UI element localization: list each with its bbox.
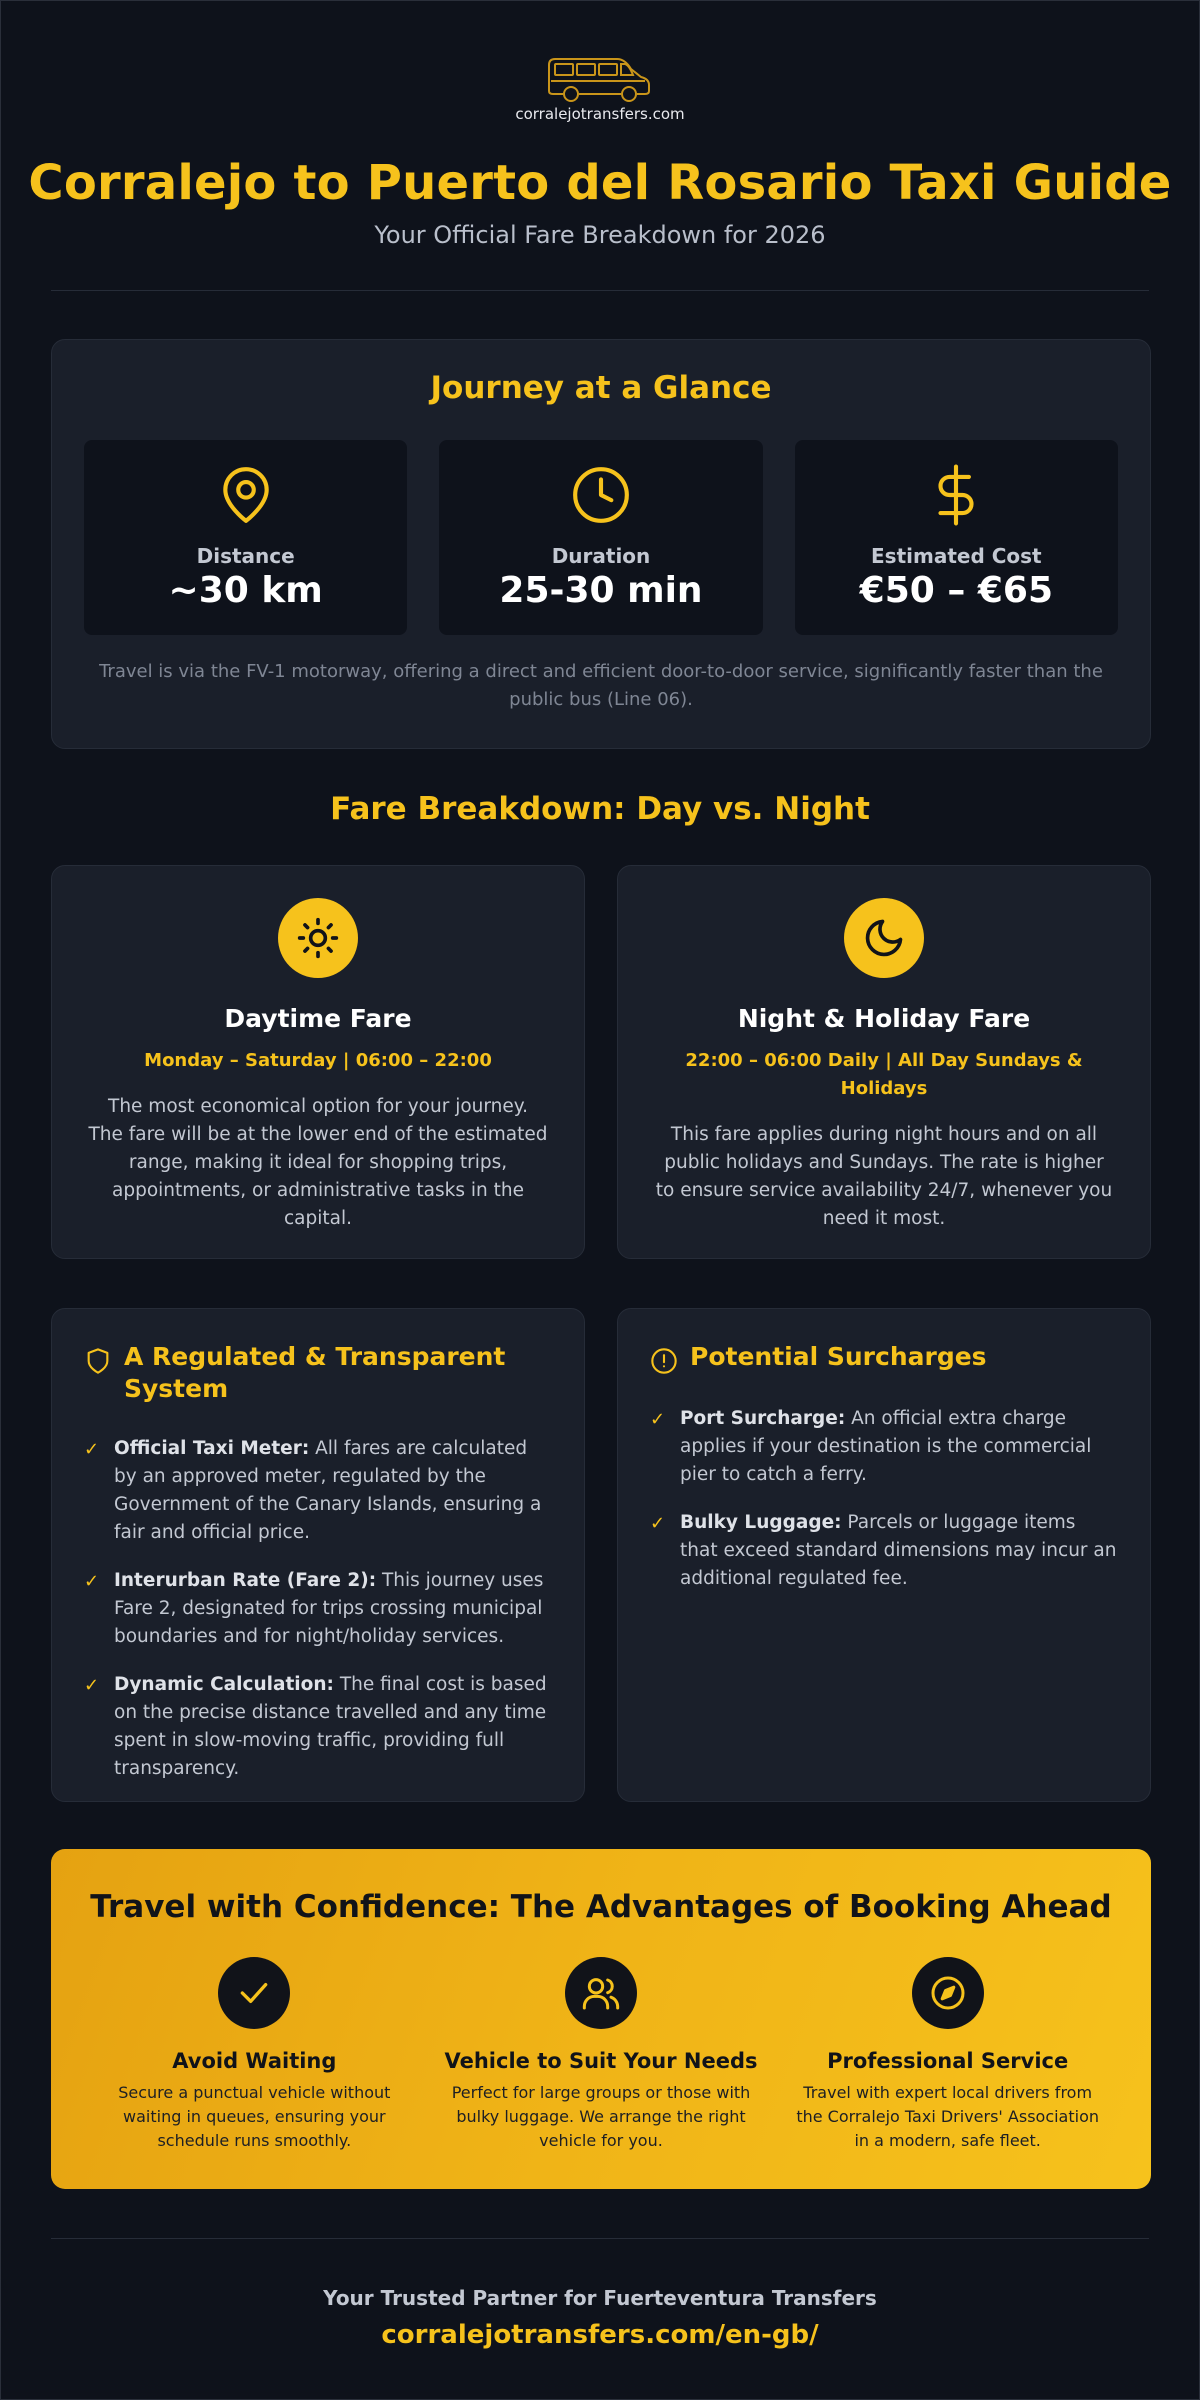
regulated-system-card: [51, 1308, 585, 1802]
stat-label: Distance: [196, 544, 295, 568]
advantage-avoid-waiting: [81, 1957, 428, 2153]
stat-value: ~30 km: [168, 570, 323, 611]
advantage-title: Vehicle to Suit Your Needs: [444, 2049, 758, 2073]
stat-label: Duration: [551, 544, 651, 568]
fare-title: Night & Holiday Fare: [737, 1004, 1031, 1033]
footer-tagline: Your Trusted Partner for Fuerteventura Transfers: [323, 2286, 877, 2310]
shield-icon: [84, 1347, 112, 1375]
moon-icon: [862, 916, 906, 960]
list-item: [84, 1671, 552, 1783]
stat-duration: [439, 440, 762, 635]
dollar-icon: [925, 464, 987, 526]
moon-badge: [844, 898, 924, 978]
stat-value: €50 – €65: [859, 570, 1053, 611]
list-item-text: Interurban Rate (Fare 2): This journey uses Fare 2, designated for trips crossing municipal boundaries and for night/holiday services.: [114, 1570, 544, 1647]
fare-breakdown-title: Fare Breakdown: Day vs. Night: [330, 791, 870, 827]
glance-title: Journey at a Glance: [430, 370, 772, 406]
footer: [1, 2286, 1199, 2350]
advantages-row: [81, 1957, 1121, 2153]
cta-title: Travel with Confidence: The Advantages of Booking Ahead: [90, 1889, 1112, 1925]
check-icon: ✓: [84, 1571, 100, 1592]
advantage-title: Avoid Waiting: [172, 2049, 337, 2073]
booking-advantages-banner: [51, 1849, 1151, 2189]
fare-description: This fare applies during night hours and on all public holidays and Sundays. The rate is higher to ensure service availability 24/7, whenever you need it most.: [655, 1124, 1113, 1229]
divider: [51, 2238, 1149, 2239]
advantage-badge: [565, 1957, 637, 2029]
logo[interactable]: [1, 53, 1199, 123]
logo-text: corralejotransfers.com: [515, 105, 685, 123]
list-item-text: Official Taxi Meter: All fares are calculated by an approved meter, regulated by the Government of the Canary Islands, ensuring a fair and official price.: [114, 1438, 542, 1543]
page-title: Corralejo to Puerto del Rosario Taxi Guide: [28, 155, 1172, 211]
glance-note: Travel is via the FV-1 motorway, offering a direct and efficient door-to-door service, significantly faster than the public bus (Line 06).: [99, 661, 1103, 710]
fare-title: Daytime Fare: [224, 1004, 412, 1033]
users-icon: [581, 1973, 621, 2013]
list-item: [84, 1567, 552, 1651]
info-header: [650, 1341, 1118, 1375]
advantage-description: Perfect for large groups or those with bulky luggage. We arrange the right vehicle for you.: [451, 2083, 751, 2150]
compass-icon: [928, 1973, 968, 2013]
list-item-text: Dynamic Calculation: The final cost is based on the precise distance travelled and any time spent in slow-moving traffic, providing full transparency.: [114, 1674, 547, 1779]
daytime-fare-card: [51, 865, 585, 1259]
check-icon: [234, 1973, 274, 2013]
surcharges-card: [617, 1308, 1151, 1802]
sun-badge: [278, 898, 358, 978]
sun-icon: [296, 916, 340, 960]
footer-website-link[interactable]: corralejotransfers.com/en-gb/: [381, 2320, 819, 2350]
stat-cost: [795, 440, 1118, 635]
stat-value: 25-30 min: [499, 570, 703, 611]
info-title: Potential Surcharges: [690, 1342, 987, 1371]
list-item: [84, 1435, 552, 1547]
list-item: [650, 1509, 1118, 1593]
stat-distance: [84, 440, 407, 635]
journey-glance-panel: [51, 339, 1151, 749]
van-icon: [545, 53, 655, 103]
header: [1, 1, 1199, 249]
clock-icon: [570, 464, 632, 526]
map-pin-icon: [215, 464, 277, 526]
check-icon: ✓: [84, 1439, 100, 1460]
advantage-title: Professional Service: [827, 2049, 1069, 2073]
alert-circle-icon: [650, 1347, 678, 1375]
list-item-text: Bulky Luggage: Parcels or luggage items that exceed standard dimensions may incur an additional regulated fee.: [680, 1512, 1117, 1589]
list-item-text: Port Surcharge: An official extra charge applies if your destination is the commercial pier to catch a ferry.: [680, 1408, 1092, 1485]
advantage-description: Travel with expert local drivers from the Corralejo Taxi Drivers' Association in a modern, safe fleet.: [796, 2083, 1100, 2150]
advantage-vehicle: [428, 1957, 775, 2153]
stat-label: Estimated Cost: [871, 544, 1042, 568]
surcharges-list: [650, 1405, 1118, 1593]
info-title: A Regulated & Transparent System: [124, 1342, 506, 1403]
advantage-badge: [218, 1957, 290, 2029]
advantage-description: Secure a punctual vehicle without waiting in queues, ensuring your schedule runs smoothly.: [118, 2083, 391, 2150]
list-item: [650, 1405, 1118, 1489]
night-fare-card: [617, 865, 1151, 1259]
stats-row: [84, 440, 1118, 635]
check-icon: ✓: [650, 1513, 666, 1534]
advantage-badge: [912, 1957, 984, 2029]
check-icon: ✓: [650, 1409, 666, 1430]
fare-time: 22:00 – 06:00 Daily | All Day Sundays & Holidays: [685, 1050, 1083, 1099]
info-header: [84, 1341, 552, 1405]
fare-description: The most economical option for your journey. The fare will be at the lower end of the estimated range, making it ideal for shopping trips, appointments, or administrative tasks in the capital.: [88, 1096, 548, 1229]
fare-time: Monday – Saturday | 06:00 – 22:00: [144, 1050, 492, 1071]
regulated-list: [84, 1435, 552, 1783]
page-subtitle: Your Official Fare Breakdown for 2026: [374, 221, 826, 249]
advantage-professional: [774, 1957, 1121, 2153]
divider: [51, 290, 1149, 291]
check-icon: ✓: [84, 1675, 100, 1696]
